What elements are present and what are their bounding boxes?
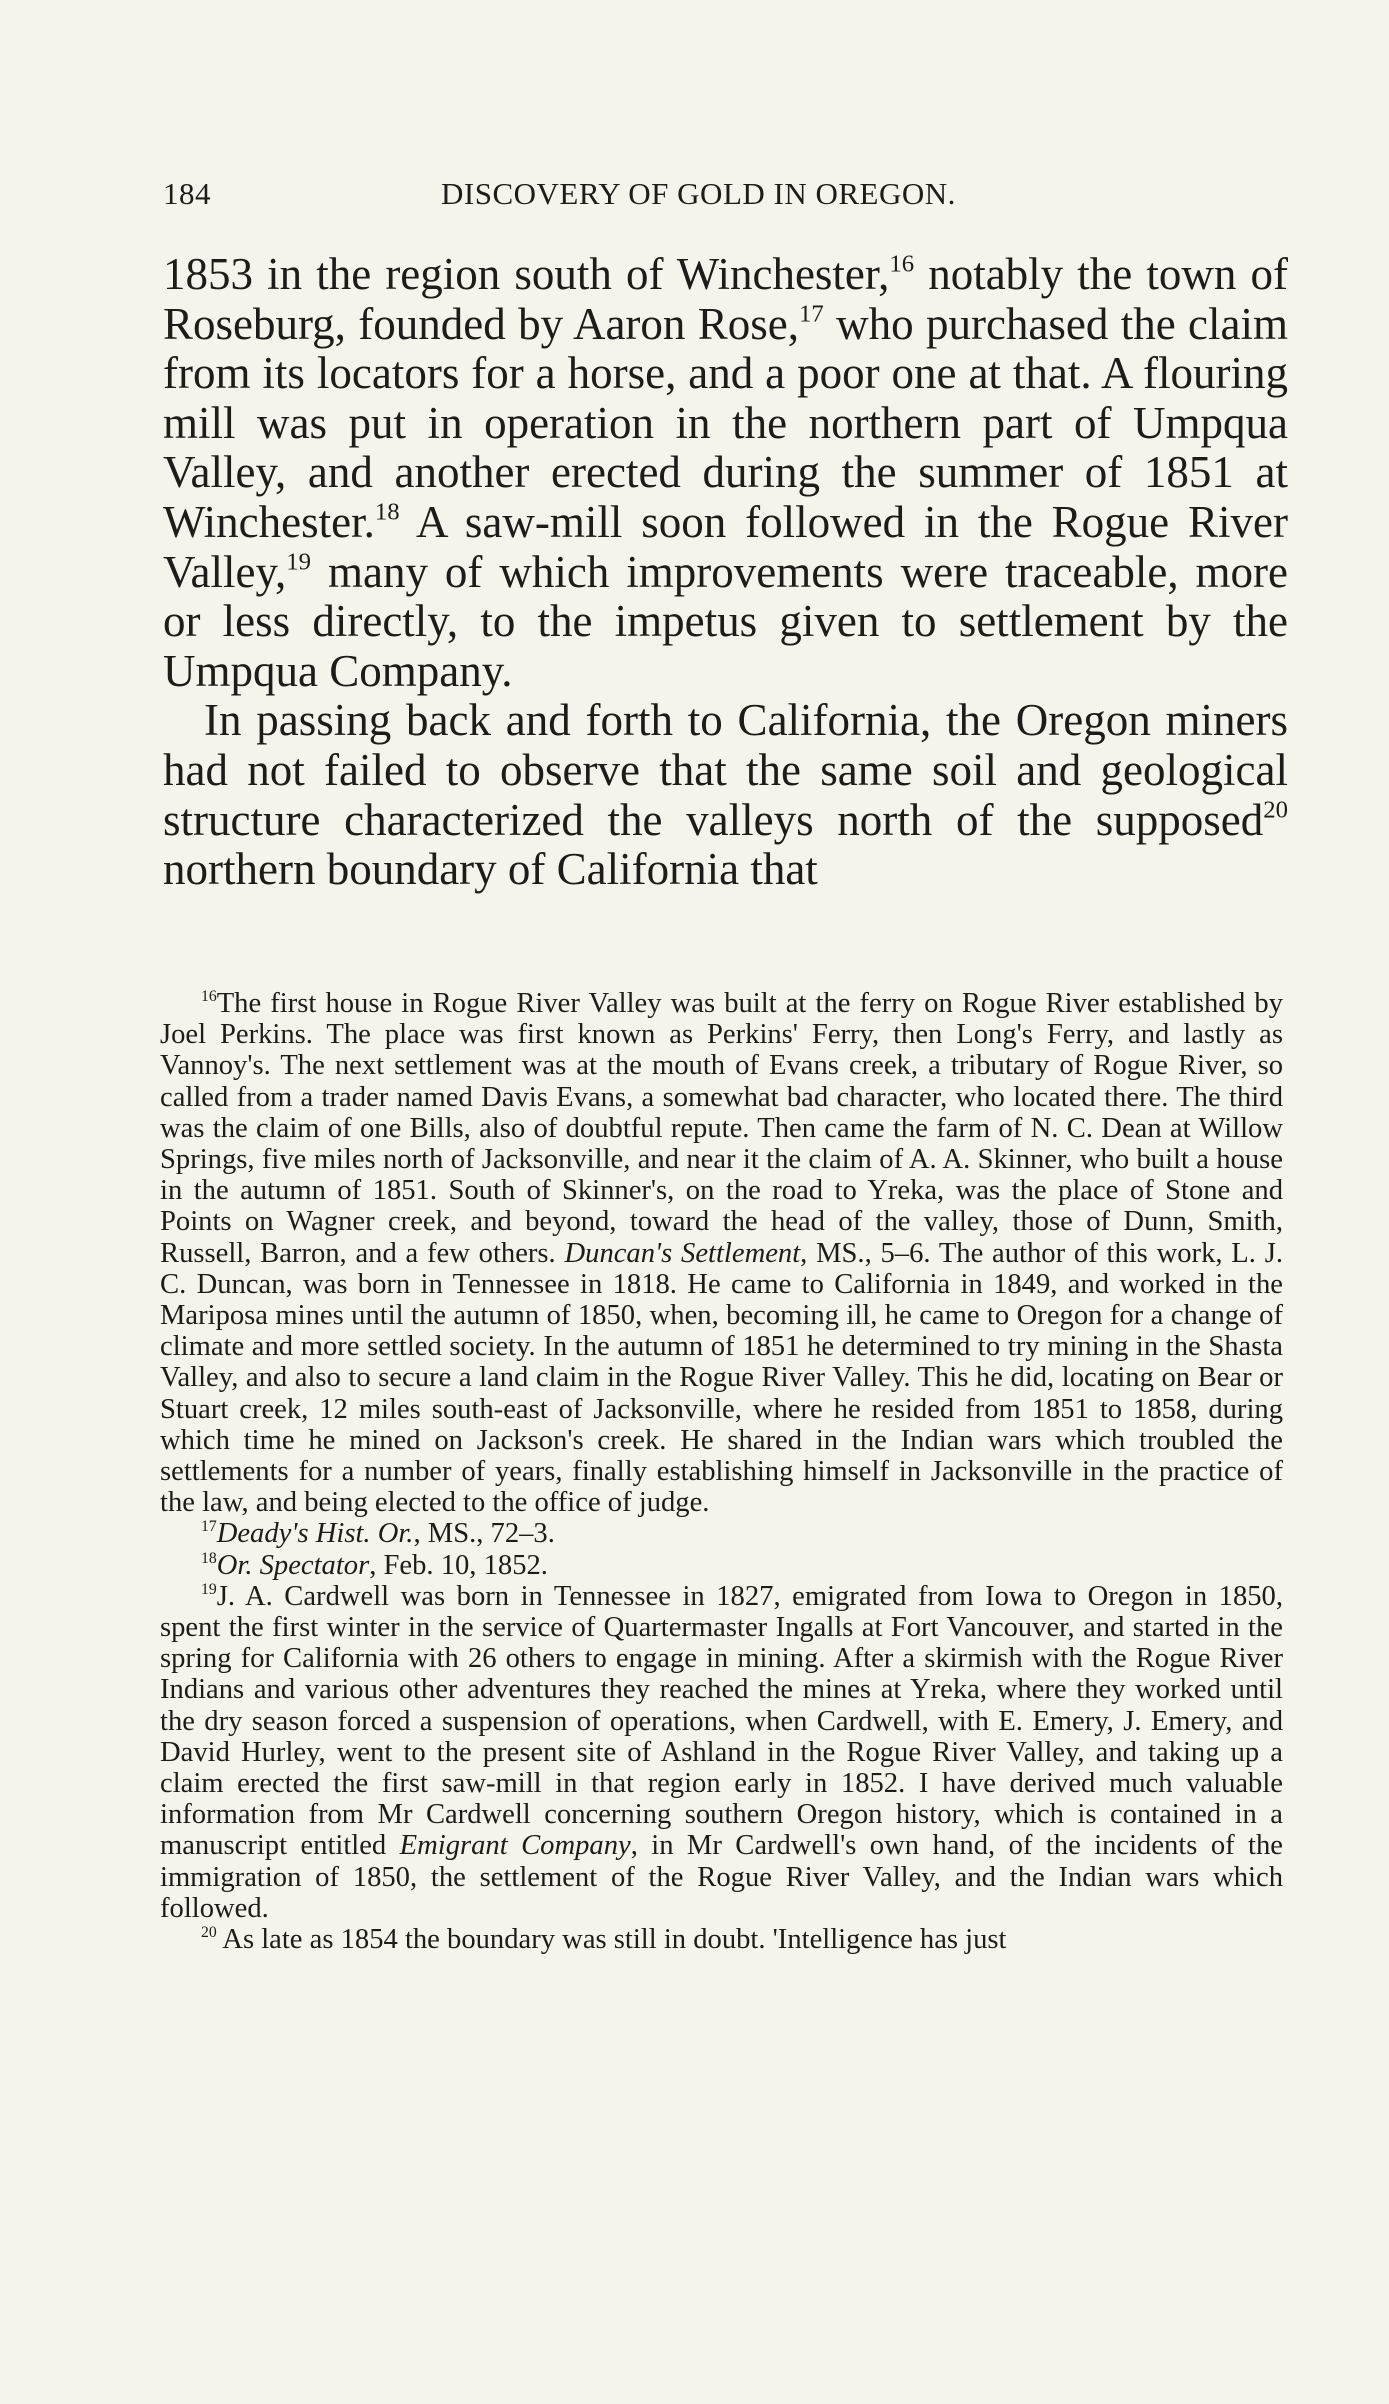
footnote-ref-18: 18 — [374, 498, 400, 526]
footnote-ref-17: 17 — [799, 300, 824, 328]
citation: Deady's Hist. Or. — [216, 1518, 414, 1550]
footnote-marker: 16 — [201, 988, 217, 1005]
footnote-20: $^{20}$ As late as 1854 the boundary was still in doubt. 'Intelligence has just — [201, 1924, 1007, 1956]
citation: Duncan's Settlement — [564, 1237, 801, 1269]
footnote-16: $^{16}$The first house in Rogue River Valley was built at the ferry on Rogue River established by Joel Perkins. The place was first known as Perkins' Ferry, then Long's Ferry, and lastly as Vannoy's. The next settlement was at the mouth of Evans creek, a tributary of Rogue River, so called from a trader named Davis Evans, a somewhat bad character, who located there. The third was the claim of one Bills, also of doubtful repute. Then came the farm of N. C. Dean at Willow Springs, five miles north of Jacksonville, and near it the claim of A. A. Skinner, who built a house in the autumn of 1851. South of Skinner's, on the road to Yreka, was the place of Stone and Points on Wagner creek, and beyond, toward the head of the valley, those of Dunn, Smith, Russell, Barron, and a few others. Duncan's Settlement, MS., 5–6. The author of this work, L. J. C. Duncan, was born in Tennessee in 1818. He came to California in 1849, and worked in the Mariposa mines until the autumn of 1850, when, becoming ill, he came to Oregon for a change of climate and more settled society. In the autumn of 1851 he determined to try mining in the Shasta Valley, and also to secure a land claim in the Rogue River Valley. This he did, locating on Bear or Stuart creek, 12 miles south-east of Jacksonville, where he resided from 1851 to 1858, during which time he mined on Jackson's creek. He shared in the Indian wars which troubled the settlements for a number of years, finally establishing himself in Jacksonville in the practice of the law, and being elected to the office of judge. — [160, 988, 1283, 1519]
footnote-marker: 19 — [201, 1580, 217, 1598]
footnote-17: $^{17}$Deady's Hist. Or., MS., 72–3. — [201, 1518, 555, 1550]
footnote-ref-19: 19 — [286, 548, 312, 576]
page-number: 184 — [163, 176, 211, 211]
footnote-marker: 18 — [201, 1549, 217, 1567]
footnote-marker: 17 — [201, 1518, 217, 1536]
citation: Or. Spectator — [216, 1549, 370, 1581]
footnote-19: $^{19}$J. A. Cardwell was born in Tennessee in 1827, emigrated from Iowa to Oregon in 1850, spent the first winter in the service of Quartermaster Ingalls at Fort Vancouver, and started in the spring for California with 26 others to engage in mining. After a skirmish with the Rogue River Indians and various other adventures they reached the mines at Yreka, where they worked until the dry season forced a suspension of operations, when Cardwell, with E. Emery, J. Emery, and David Hurley, went to the present site of Ashland in the Rogue River Valley, and taking up a claim erected the first saw-mill in that region early in 1852. I have derived much valuable information from Mr Cardwell concerning southern Oregon history, which is contained in a manuscript entitled Emigrant Company, in Mr Cardwell's own hand, of the incidents of the immigration of 1850, the settlement of the Rogue River Valley, and the Indian wars which followed. — [160, 1580, 1283, 1924]
footnote-ref-20: 20 — [1263, 796, 1288, 824]
paragraph-1: 1853 in the region south of Winchester,$^{16}$ notably the town of Roseburg, founded by Aaron Rose,$^{17}$ who purchased the claim from its locators for a horse, and a poor one at that. A flouring mill was put in operation in the northern part of Umpqua Valley, and another erected during the summer of 1851 at Winchester.$^{18}$ A saw-mill soon followed in the Rogue River Valley,$^{19}$ many of which improvements were traceable, more or less directly, to the impetus given to settlement by the Umpqua Company. — [163, 249, 1289, 696]
footnote-marker: 20 — [201, 1924, 217, 1942]
main-text — [163, 250, 1288, 895]
footnote-18: $^{18}$Or. Spectator, Feb. 10, 1852. — [201, 1549, 548, 1581]
paragraph-2: In passing back and forth to California, the Oregon miners had not failed to observe that the same soil and geological structure characterized the valleys north of the supposed$^{20}$ northern boundary of California that — [163, 695, 1288, 895]
running-title: DISCOVERY OF GOLD IN OREGON. — [441, 176, 956, 211]
page-header — [163, 176, 1273, 216]
footnote-ref-16: 16 — [889, 250, 915, 278]
footnotes — [160, 988, 1283, 1955]
citation: Emigrant Company — [399, 1830, 631, 1862]
